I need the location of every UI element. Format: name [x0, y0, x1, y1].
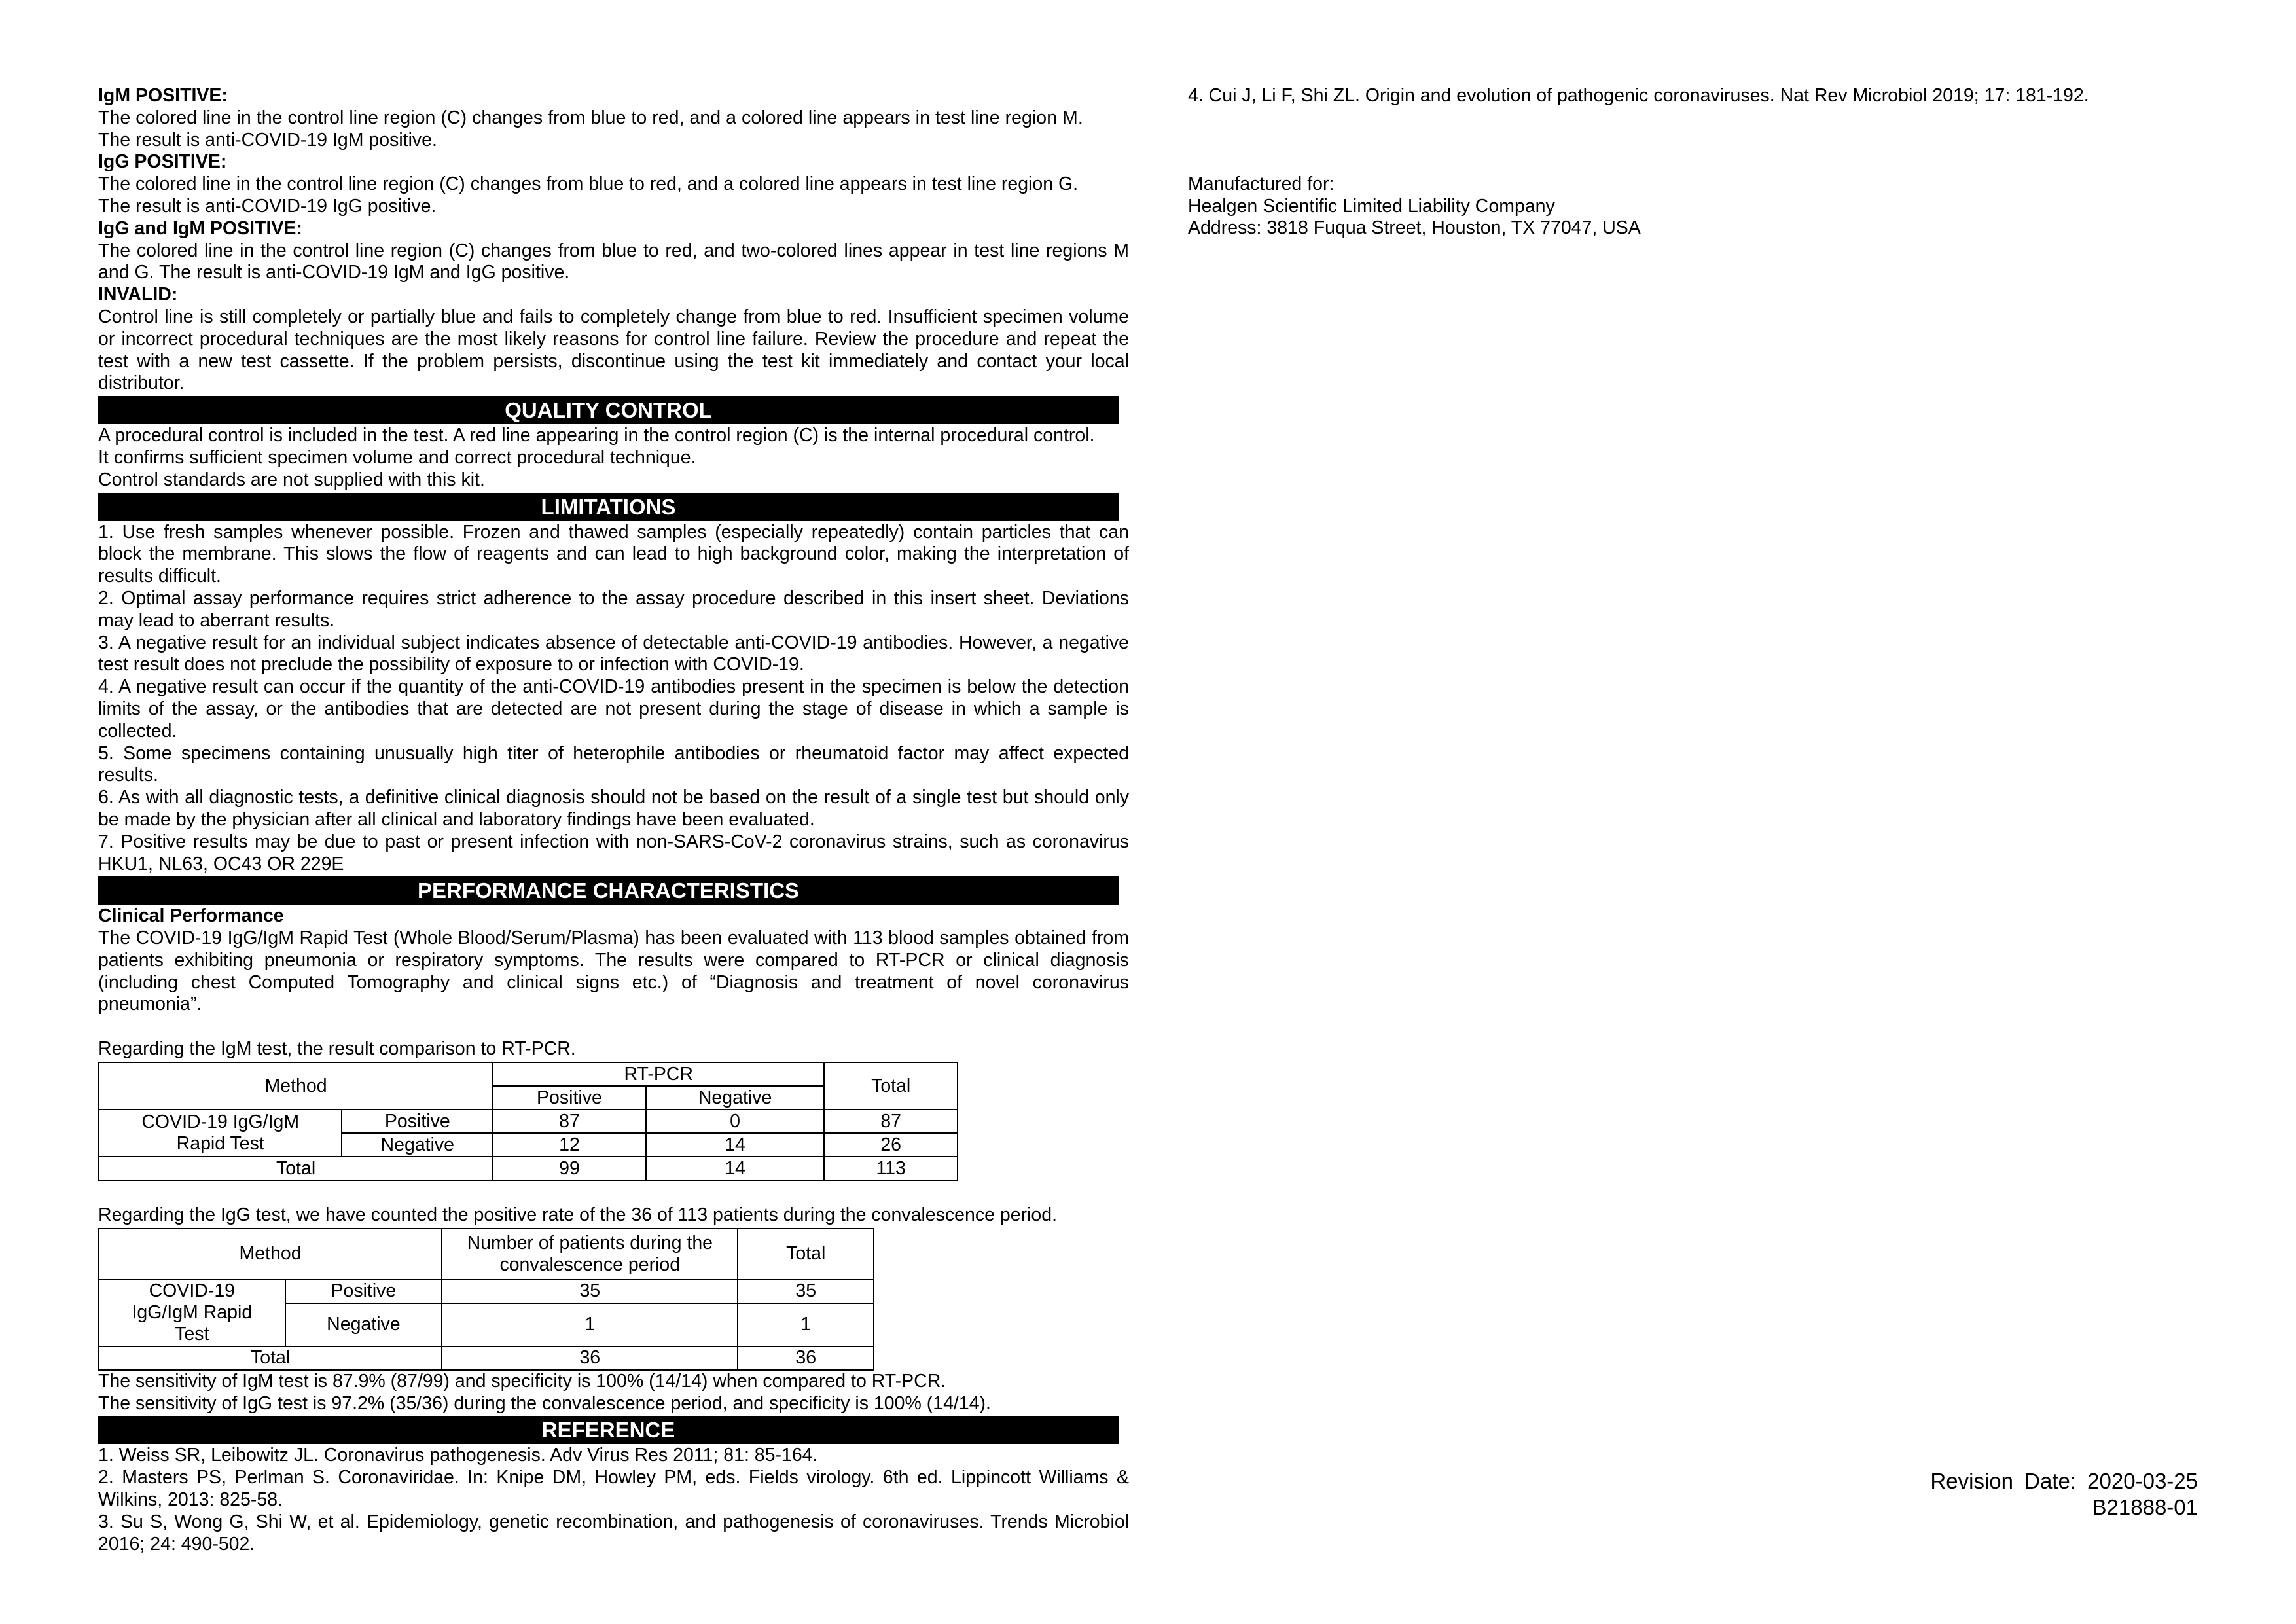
limitation-item-6: 6. As with all diagnostic tests, a definitive clinical diagnosis should not be based on the result of a single test but should only be made by the physician after all clinical and laboratory findings have been evaluated. [98, 787, 1129, 830]
manufacturer-address: Address: 3818 Fuqua Street, Houston, TX 77047, USA [1188, 217, 1641, 239]
right-column [1188, 85, 2235, 240]
cell-count: 36 [442, 1346, 738, 1370]
manufacturer-company: Healgen Scientific Limited Liability Company [1188, 195, 1555, 217]
quality-control-line-1: A procedural control is included in the test. A red line appearing in the control region (C) is the internal procedural control. [98, 425, 1095, 446]
performance-section-header: PERFORMANCE CHARACTERISTICS [98, 876, 1119, 905]
limitation-item-3: 3. A negative result for an individual subject indicates absence of detectable anti-COVID-19 antibodies. However, a negative test result does not preclude the possibility of exposure to or infection with COVID-19. [98, 632, 1129, 676]
reference-item-1: 1. Weiss SR, Leibowitz JL. Coronavirus pathogenesis. Adv Virus Res 2011; 81: 85-164. [98, 1445, 818, 1466]
header-rtpcr-positive: Positive [493, 1086, 646, 1110]
cell-total: 35 [738, 1280, 874, 1303]
header-patients: Number of patients during the convalescence period [442, 1229, 738, 1280]
header-method: Method [99, 1229, 442, 1280]
total-label: Total [99, 1157, 493, 1180]
igm-sensitivity-line: The sensitivity of IgM test is 87.9% (87/99) and specificity is 100% (14/14) when compared to RT-PCR. [98, 1370, 946, 1392]
row-label: Positive [285, 1280, 442, 1303]
limitation-item-2: 2. Optimal assay performance requires strict adherence to the assay procedure described in this insert sheet. Deviations may lead to aberrant results. [98, 587, 1129, 631]
table-row [99, 1280, 874, 1303]
quality-control-line-3: Control standards are not supplied with this kit. [98, 469, 485, 490]
row-label: Positive [342, 1110, 493, 1133]
igg-convalescence-table [98, 1228, 874, 1371]
spacer [1188, 107, 2235, 173]
invalid-text: Control line is still completely or partially blue and fails to completely change from blue to red. Insufficient specimen volume or incorrect procedural techniques are the most likely reasons for control line failure. Review the procedure and repeat the test with a new test cassette. If the problem persists, discontinue using the test kit immediately and contact your local distributor. [98, 306, 1129, 394]
cell-total: 36 [738, 1346, 874, 1370]
row-label: Negative [285, 1303, 442, 1346]
manufactured-for-label: Manufactured for: [1188, 173, 1335, 194]
igg-positive-line-2: The result is anti-COVID-19 IgG positive. [98, 195, 437, 217]
cell-count: 1 [442, 1303, 738, 1346]
igm-table-caption: Regarding the IgM test, the result comparison to RT-PCR. [98, 1038, 576, 1060]
cell-total: 113 [824, 1157, 958, 1180]
igm-positive-heading: IgM POSITIVE: [98, 85, 228, 106]
header-total: Total [738, 1229, 874, 1280]
reference-item-3: 3. Su S, Wong G, Shi W, et al. Epidemiology, genetic recombination, and pathogenesis of coronaviruses. Trends Microbiol 2016; 24: 490-502. [98, 1511, 1129, 1555]
table-total-row [99, 1346, 874, 1370]
limitation-item-5: 5. Some specimens containing unusually high titer of heterophile antibodies or rheumatoid factor may affect expected results. [98, 742, 1129, 786]
cell-total: 1 [738, 1303, 874, 1346]
cell-total: 26 [824, 1133, 958, 1157]
igg-positive-heading: IgG POSITIVE: [98, 151, 227, 173]
limitation-item-4: 4. A negative result can occur if the quantity of the anti-COVID-19 antibodies present in the specimen is below the detection limits of the assay, or the antibodies that are detected are not present during the stage of disease in which a sample is collected. [98, 676, 1129, 742]
header-rtpcr-negative: Negative [646, 1086, 825, 1110]
igm-comparison-table [98, 1062, 958, 1181]
total-label: Total [99, 1346, 442, 1370]
igg-positive-line-1: The colored line in the control line region (C) changes from blue to red, and a colored line appears in test line region G. [98, 173, 1079, 195]
header-rtpcr: RT-PCR [493, 1062, 824, 1086]
table-row [99, 1110, 958, 1133]
header-method: Method [99, 1062, 493, 1110]
revision-date: Revision Date: 2020-03-25 [1930, 1469, 2198, 1493]
limitations-section-header: LIMITATIONS [98, 493, 1119, 521]
left-column [98, 85, 1129, 1555]
limitation-item-1: 1. Use fresh samples whenever possible. Frozen and thawed samples (especially repeatedly) contain particles that can block the membrane. This slows the flow of reagents and can lead to high background color, making the interpretation of results difficult. [98, 521, 1129, 587]
cell-rtpcr-negative: 14 [646, 1133, 825, 1157]
clinical-performance-intro: The COVID-19 IgG/IgM Rapid Test (Whole Blood/Serum/Plasma) has been evaluated with 113 blood samples obtained from patients exhibiting pneumonia or respiratory symptoms. The results were compared to RT-PCR or clinical diagnosis (including chest Computed Tomography and clinical signs etc.) of “Diagnosis and treatment of novel coronavirus pneumonia”. [98, 928, 1129, 1015]
quality-control-line-2: It confirms sufficient specimen volume and correct procedural technique. [98, 446, 696, 468]
document-code: B21888-01 [2092, 1495, 2198, 1519]
both-positive-text: The colored line in the control line region (C) changes from blue to red, and two-colored lines appear in test line regions M and G. The result is anti-COVID-19 IgM and IgG positive. [98, 240, 1129, 283]
reference-section-header: REFERENCE [98, 1416, 1119, 1444]
revision-block [1930, 1468, 2198, 1521]
test-name-cell: COVID-19 IgG/IgM Rapid Test [99, 1280, 285, 1346]
cell-rtpcr-negative: 14 [646, 1157, 825, 1180]
quality-control-section-header: QUALITY CONTROL [98, 396, 1119, 424]
table-total-row [99, 1157, 958, 1180]
limitation-item-7: 7. Positive results may be due to past or present infection with non-SARS-CoV-2 coronavirus strains, such as coronavirus HKU1, NL63, OC43 OR 229E [98, 831, 1129, 875]
spacer [98, 1016, 1129, 1038]
row-label: Negative [342, 1133, 493, 1157]
clinical-performance-heading: Clinical Performance [98, 905, 284, 927]
igg-table-caption: Regarding the IgG test, we have counted the positive rate of the 36 of 113 patients during the convalescence period. [98, 1204, 1058, 1226]
igm-positive-line-2: The result is anti-COVID-19 IgM positive. [98, 129, 437, 151]
invalid-heading: INVALID: [98, 284, 178, 306]
cell-rtpcr-positive: 12 [493, 1133, 646, 1157]
igm-positive-line-1: The colored line in the control line region (C) changes from blue to red, and a colored line appears in test line region M. [98, 107, 1083, 128]
cell-rtpcr-negative: 0 [646, 1110, 825, 1133]
spacer [98, 1181, 1129, 1204]
both-positive-heading: IgG and IgM POSITIVE: [98, 217, 302, 239]
cell-count: 35 [442, 1280, 738, 1303]
cell-total: 87 [824, 1110, 958, 1133]
igg-sensitivity-line: The sensitivity of IgG test is 97.2% (35/36) during the convalescence period, and specificity is 100% (14/14). [98, 1392, 991, 1414]
test-name-cell: COVID-19 IgG/IgM Rapid Test [99, 1110, 342, 1157]
cell-rtpcr-positive: 99 [493, 1157, 646, 1180]
cell-rtpcr-positive: 87 [493, 1110, 646, 1133]
header-total: Total [824, 1062, 958, 1110]
reference-item-2: 2. Masters PS, Perlman S. Coronaviridae. In: Knipe DM, Howley PM, eds. Fields virology. 6th ed. Lippincott Williams & Wilkins, 2013: 825-58. [98, 1467, 1129, 1511]
reference-item-4: 4. Cui J, Li F, Shi ZL. Origin and evolution of pathogenic coronaviruses. Nat Rev Microbiol 2019; 17: 181-192. [1188, 85, 2089, 106]
